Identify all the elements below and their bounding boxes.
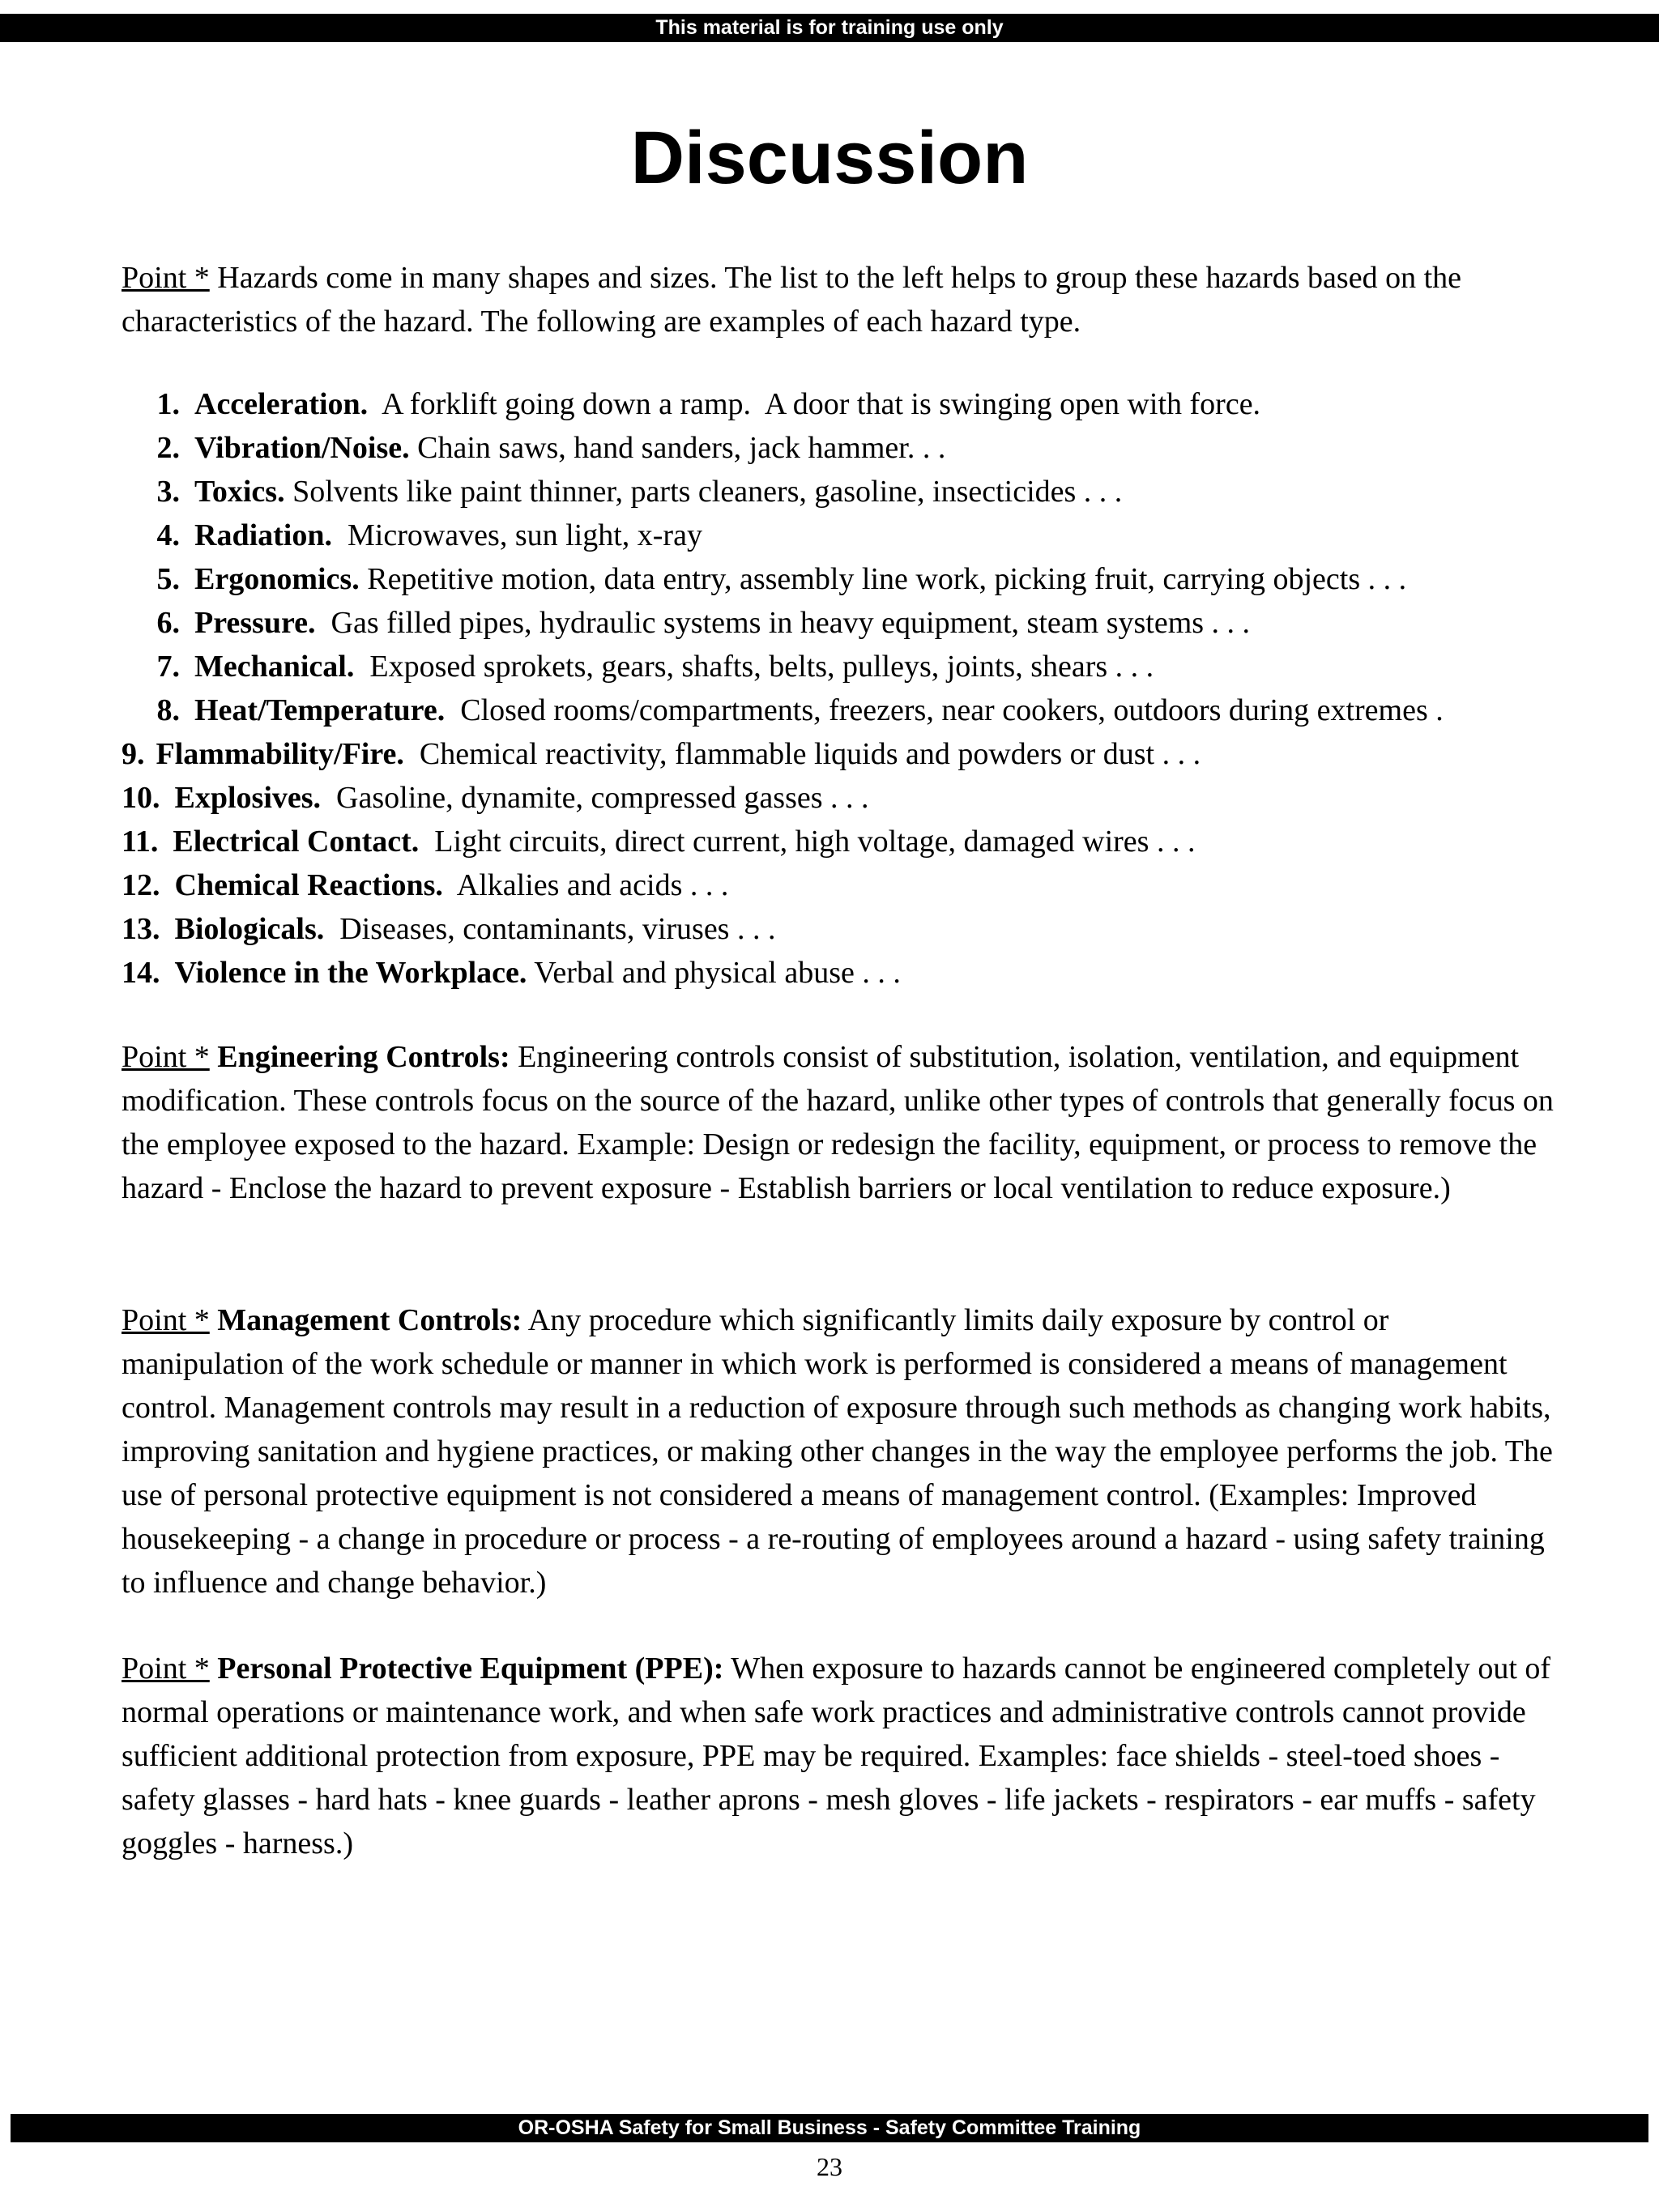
point-marker: Point * bbox=[122, 1040, 210, 1074]
hazard-name: Chemical Reactions. bbox=[174, 868, 443, 902]
hazard-name: Acceleration. bbox=[194, 387, 369, 421]
list-item bbox=[122, 820, 1580, 863]
intro-paragraph bbox=[122, 256, 1555, 343]
page-title: Discussion bbox=[630, 117, 1029, 199]
list-number: 14. bbox=[122, 956, 160, 990]
hazard-name: Biologicals. bbox=[174, 912, 325, 946]
hazard-name: Violence in the Workplace. bbox=[174, 956, 527, 990]
list-number: 5. bbox=[156, 562, 180, 596]
hazard-desc: A forklift going down a ramp. A door that is swinging open with force. bbox=[368, 387, 1261, 421]
hazard-name: Pressure. bbox=[194, 606, 316, 640]
hazard-desc: Repetitive motion, data entry, assembly line work, picking fruit, carrying objects . . . bbox=[359, 562, 1407, 596]
footer-banner: OR-OSHA Safety for Small Business - Safety Committee Training bbox=[11, 2114, 1648, 2142]
hazard-desc: Gasoline, dynamite, compressed gasses . . . bbox=[321, 781, 869, 815]
management-controls-paragraph bbox=[122, 1298, 1555, 1605]
section-text: Engineering controls consist of substitution, isolation, ventilation, and equipment modification. These controls focus on the source of the hazard, unlike other types of controls that generally focus on the employee exposed to the hazard. Example: Design or redesign the facility, equipment, or process to remove the hazard - Enclose the hazard to prevent exposure - Establish barriers or local ventilation to reduce exposure.) bbox=[122, 1040, 1554, 1205]
list-item bbox=[122, 601, 1580, 645]
list-number: 12. bbox=[122, 868, 160, 902]
list-number: 7. bbox=[156, 650, 180, 684]
point-marker: Point * bbox=[122, 1303, 210, 1337]
hazard-name: Mechanical. bbox=[194, 650, 355, 684]
engineering-controls-paragraph bbox=[122, 1035, 1555, 1210]
list-number: 1. bbox=[156, 387, 180, 421]
section-heading: Engineering Controls: bbox=[217, 1040, 510, 1074]
list-item bbox=[122, 732, 1580, 776]
hazard-name: Electrical Contact. bbox=[173, 825, 420, 859]
point-marker: Point * bbox=[122, 1652, 210, 1686]
list-item bbox=[122, 426, 1580, 470]
hazard-desc: Microwaves, sun light, x-ray bbox=[331, 518, 702, 552]
hazard-desc: Diseases, contaminants, viruses . . . bbox=[324, 912, 776, 946]
hazard-name: Ergonomics. bbox=[194, 562, 360, 596]
page-number: 23 bbox=[817, 2152, 842, 2181]
hazard-name: Vibration/Noise. bbox=[194, 431, 410, 465]
hazard-desc: Closed rooms/compartments, freezers, near cookers, outdoors during extremes . bbox=[445, 693, 1444, 727]
list-number: 6. bbox=[156, 606, 180, 640]
list-number: 13. bbox=[122, 912, 160, 946]
list-item bbox=[122, 863, 1580, 907]
list-number: 3. bbox=[156, 475, 180, 509]
hazard-list bbox=[122, 382, 1580, 995]
hazard-name: Radiation. bbox=[194, 518, 332, 552]
hazard-desc: Verbal and physical abuse . . . bbox=[527, 956, 901, 990]
hazard-name: Toxics. bbox=[194, 475, 285, 509]
list-number: 10. bbox=[122, 781, 160, 815]
list-item bbox=[122, 557, 1580, 601]
list-number: 2. bbox=[156, 431, 180, 465]
section-heading: Personal Protective Equipment (PPE): bbox=[217, 1652, 724, 1686]
hazard-desc: Solvents like paint thinner, parts cleaners, gasoline, insecticides . . . bbox=[284, 475, 1123, 509]
hazard-desc: Chain saws, hand sanders, jack hammer. . . bbox=[409, 431, 946, 465]
hazard-desc: Chemical reactivity, flammable liquids and powders or dust . . . bbox=[403, 737, 1201, 771]
list-item bbox=[122, 645, 1580, 688]
ppe-paragraph bbox=[122, 1647, 1555, 1865]
hazard-desc: Alkalies and acids . . . bbox=[442, 868, 729, 902]
list-number: 11. bbox=[122, 825, 159, 859]
section-heading: Management Controls: bbox=[217, 1303, 522, 1337]
list-number: 8. bbox=[156, 693, 180, 727]
list-number: 9. bbox=[122, 737, 145, 771]
list-item bbox=[122, 907, 1580, 951]
list-item bbox=[122, 514, 1580, 557]
hazard-desc: Gas filled pipes, hydraulic systems in heavy equipment, steam systems . . . bbox=[315, 606, 1251, 640]
section-text: Any procedure which significantly limits daily exposure by control or manipulation of the work schedule or manner in which work is performed is considered a means of management control. Management controls may result in a reduction of exposure through such methods as changing work habits, improving sanitation and hygiene practices, or making other changes in the way the employee performs the job. The use of personal protective equipment is not considered a means of management control. (Examples: Improved housekeeping - a change in procedure or process - a re-routing of employees around a hazard - using safety training to influence and change behavior.) bbox=[122, 1303, 1553, 1600]
hazard-name: Explosives. bbox=[174, 781, 322, 815]
list-item bbox=[122, 382, 1580, 426]
point-marker: Point * bbox=[122, 261, 210, 295]
hazard-name: Flammability/Fire. bbox=[156, 737, 404, 771]
list-item bbox=[122, 951, 1580, 995]
top-banner: This material is for training use only bbox=[0, 14, 1659, 42]
list-item bbox=[122, 470, 1580, 514]
hazard-desc: Light circuits, direct current, high voltage, damaged wires . . . bbox=[419, 825, 1196, 859]
intro-text: Hazards come in many shapes and sizes. The list to the left helps to group these hazards based on the characteristics of the hazard. The following are examples of each hazard type. bbox=[122, 261, 1462, 339]
section-text: When exposure to hazards cannot be engineered completely out of normal operations or maintenance work, and when safe work practices and administrative controls cannot provide sufficient additional protection from exposure, PPE may be required. Examples: face shields - steel-toed shoes - safety glasses - hard hats - knee guards - leather aprons - mesh gloves - life jackets - respirators - ear muffs - safety goggles - harness.) bbox=[122, 1652, 1551, 1860]
list-item bbox=[122, 776, 1580, 820]
hazard-name: Heat/Temperature. bbox=[194, 693, 446, 727]
list-number: 4. bbox=[156, 518, 180, 552]
list-item bbox=[122, 688, 1580, 732]
hazard-desc: Exposed sprokets, gears, shafts, belts, pulleys, joints, shears . . . bbox=[354, 650, 1154, 684]
